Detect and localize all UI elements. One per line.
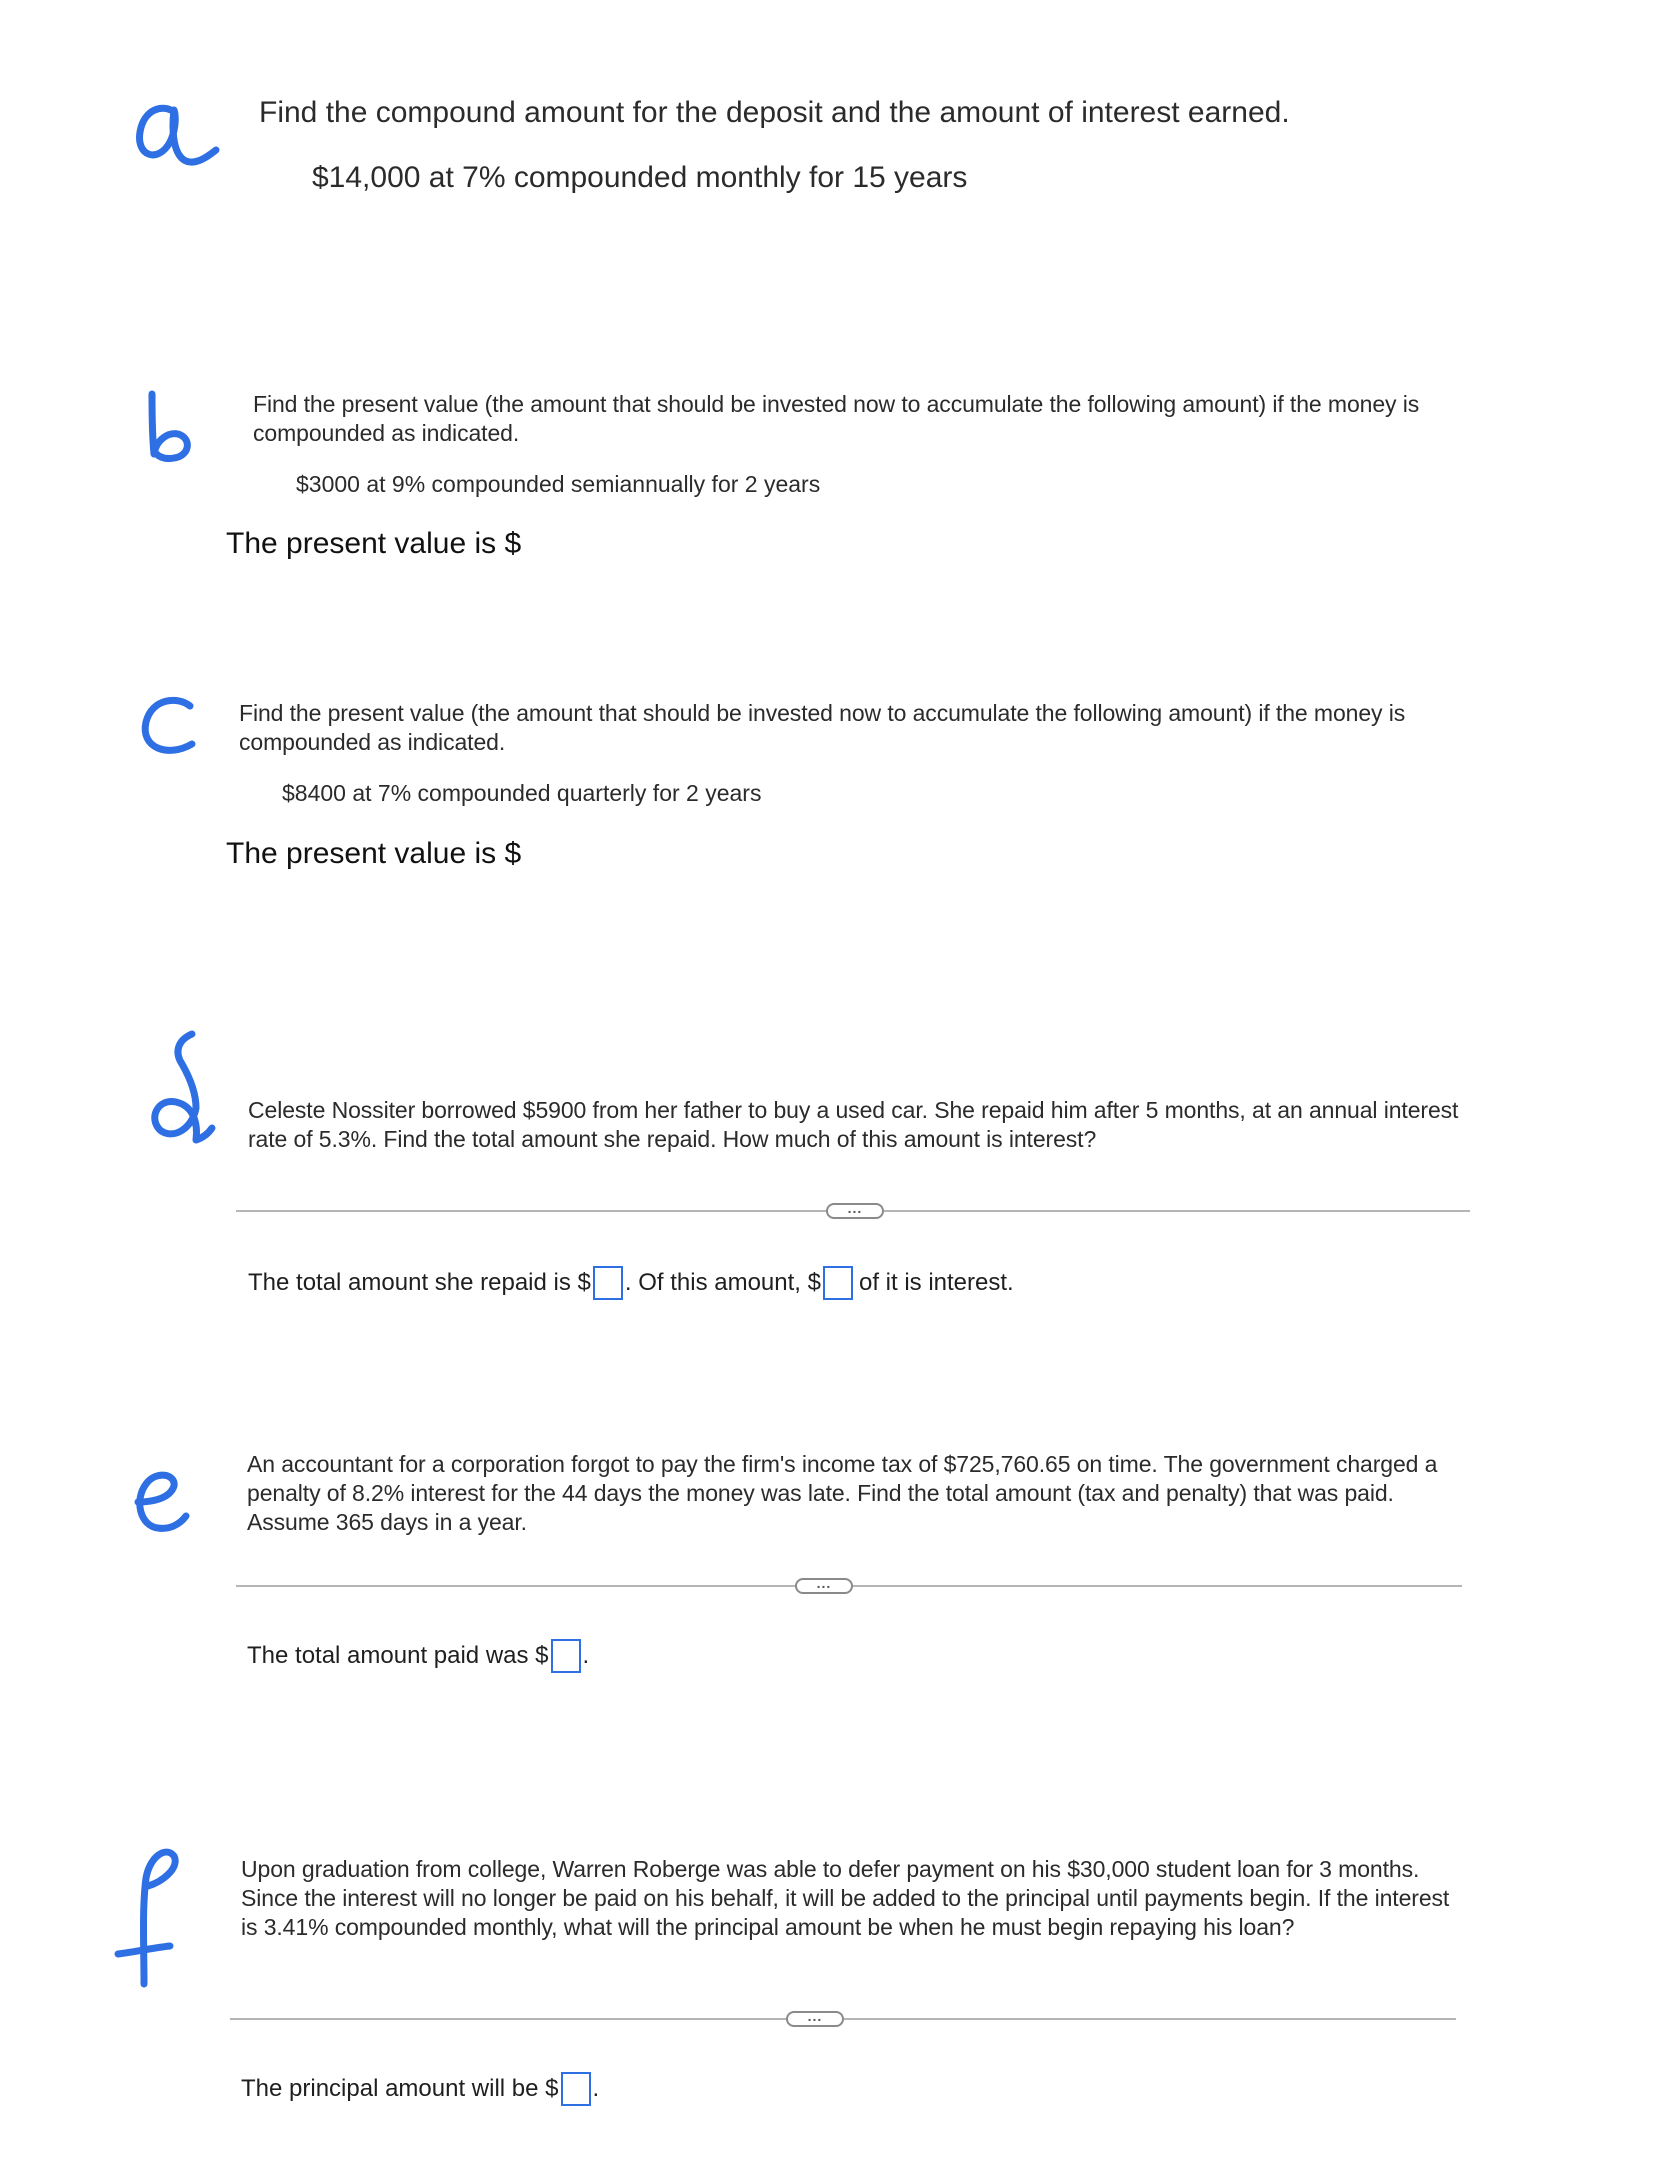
- question-f-answer-part1: The principal amount will be $: [241, 2075, 559, 2102]
- question-f-more-button[interactable]: ...: [786, 2011, 844, 2027]
- question-d-answer-part2: . Of this amount, $: [624, 1269, 821, 1296]
- question-d-answer-part3: of it is interest.: [858, 1269, 1014, 1296]
- question-c-detail: $8400 at 7% compounded quarterly for 2 years: [282, 780, 762, 806]
- question-f-prompt: Upon graduation from college, Warren Roberge was able to defer payment on his $30,000 student loan for 3 months. Since the interest will no longer be paid on his behalf, it will be added to the principal until payments begin. If the interest is 3.41% compounded monthly, what will the principal amount be when he must begin repaying his loan?: [241, 1856, 1450, 1940]
- question-d-answer-part1: The total amount she repaid is $: [248, 1269, 591, 1296]
- question-f-answer-row: [241, 2072, 599, 2106]
- interest-amount-input[interactable]: [823, 1266, 853, 1300]
- question-a-prompt: Find the compound amount for the deposit and the amount of interest earned.: [259, 96, 1290, 129]
- question-e-more-button[interactable]: ...: [795, 1578, 853, 1594]
- question-e-answer-part1: The total amount paid was $: [247, 1642, 549, 1669]
- total-paid-input[interactable]: [551, 1639, 581, 1673]
- question-e-prompt: An accountant for a corporation forgot to pay the firm's income tax of $725,760.65 on time. The government charged a penalty of 8.2% interest for the 44 days the money was late. Find the total amount (tax and penalty) that was paid. Assume 365 days in a year.: [247, 1451, 1438, 1535]
- handwritten-letter-b-icon: [140, 388, 200, 468]
- question-e-answer-row: [247, 1639, 589, 1673]
- question-d-more-button[interactable]: ...: [826, 1203, 884, 1219]
- question-c-answer-label: The present value is $: [226, 837, 522, 870]
- question-b-detail: $3000 at 9% compounded semiannually for 2 years: [296, 471, 821, 497]
- handwritten-letter-f-icon: [108, 1838, 188, 1998]
- question-e-answer-part2: .: [582, 1642, 590, 1669]
- question-b-answer-label: The present value is $: [226, 527, 522, 560]
- question-c-prompt: Find the present value (the amount that should be invested now to accumulate the following amount) if the money is compounded as indicated.: [239, 700, 1406, 755]
- handwritten-letter-e-icon: [128, 1466, 192, 1538]
- question-d-answer-row: [248, 1266, 1014, 1300]
- question-d-prompt: Celeste Nossiter borrowed $5900 from her father to buy a used car. She repaid him after 5 months, at an annual interest rate of 5.3%. Find the total amount she repaid. How much of this amount is interest?: [248, 1097, 1459, 1152]
- question-f-answer-part2: .: [592, 2075, 600, 2102]
- principal-amount-input[interactable]: [561, 2072, 591, 2106]
- total-repaid-input[interactable]: [593, 1266, 623, 1300]
- handwritten-letter-c-icon: [134, 692, 204, 760]
- handwritten-letter-a-icon: [128, 98, 224, 182]
- handwritten-letter-d-icon: [138, 1026, 218, 1166]
- question-a-detail: $14,000 at 7% compounded monthly for 15 years: [312, 161, 968, 194]
- question-b-prompt: Find the present value (the amount that should be invested now to accumulate the following amount) if the money is compounded as indicated.: [253, 391, 1420, 446]
